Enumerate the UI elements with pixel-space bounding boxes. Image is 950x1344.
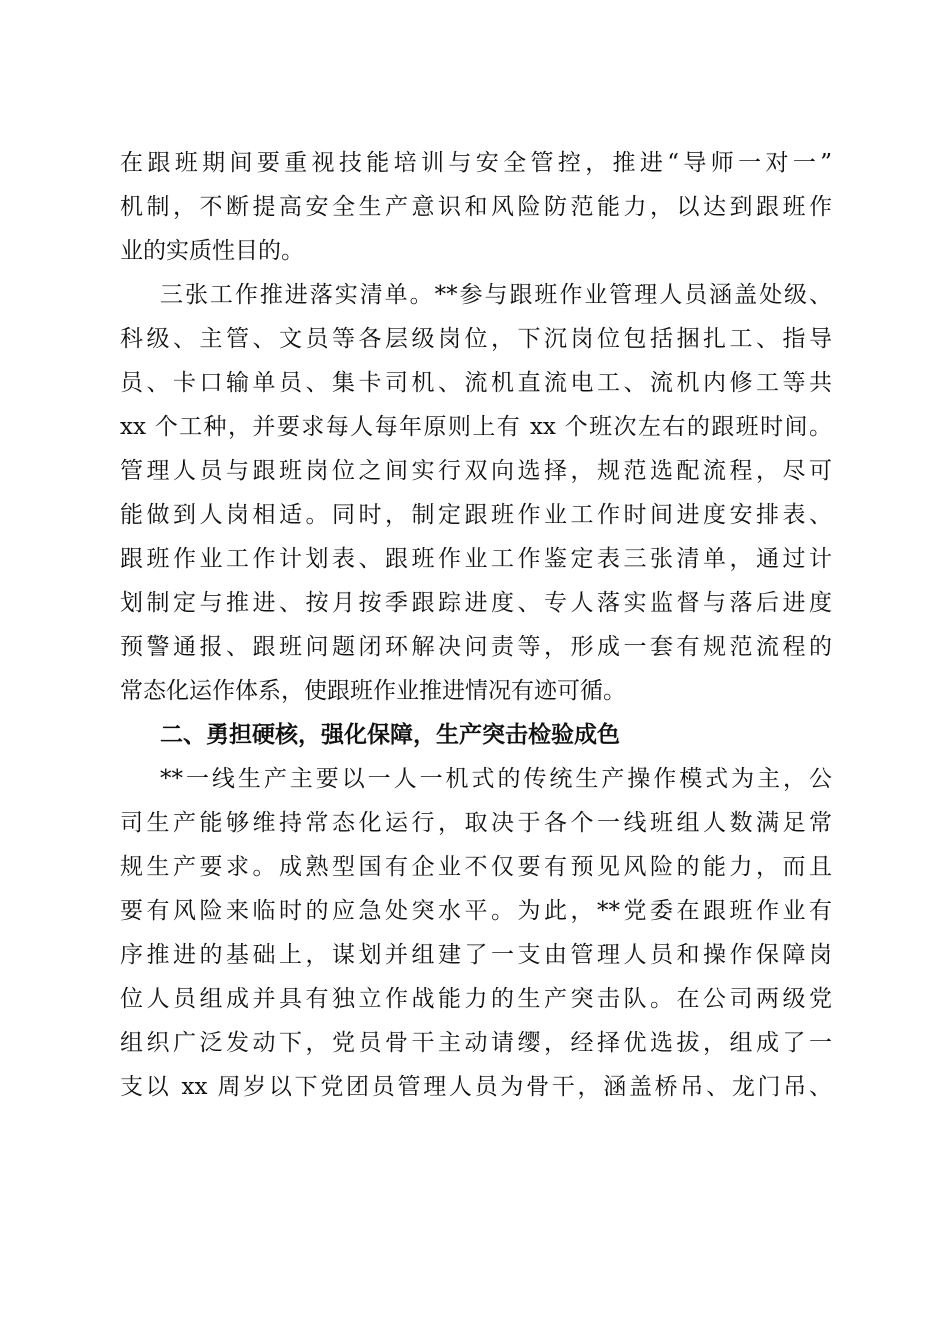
paragraph-line: 管理人员与跟班岗位之间实行双向选择，规范选配流程，尽可	[120, 458, 832, 484]
paragraph-line: 跟班作业工作计划表、跟班作业工作鉴定表三张清单，通过计	[120, 546, 832, 572]
paragraph-line: 支以 xx 周岁以下党团员管理人员为骨干，涵盖桥吊、龙门吊、	[120, 1074, 832, 1100]
paragraph-line: 员、卡口输单员、集卡司机、流机直流电工、流机内修工等共	[120, 370, 832, 396]
section-heading: 二、勇担硬核，强化保障，生产突击检验成色	[160, 722, 620, 748]
paragraph-line: 要有风险来临时的应急处突水平。为此，**党委在跟班作业有	[120, 898, 832, 924]
paragraph-line: 常态化运作体系，使跟班作业推进情况有迹可循。	[120, 678, 626, 704]
paragraph-line: 在跟班期间要重视技能培训与安全管控，推进“导师一对一”	[120, 150, 832, 176]
paragraph-line: xx 个工种，并要求每人每年原则上有 xx 个班次左右的跟班时间。	[120, 414, 832, 440]
paragraph-line: 机制，不断提高安全生产意识和风险防范能力，以达到跟班作	[120, 194, 832, 220]
paragraph-line: 序推进的基础上，谋划并组建了一支由管理人员和操作保障岗	[120, 942, 832, 968]
paragraph-line: 位人员组成并具有独立作战能力的生产突击队。在公司两级党	[120, 986, 832, 1012]
paragraph-line: 司生产能够维持常态化运行，取决于各个一线班组人数满足常	[120, 810, 832, 836]
paragraph-line: 划制定与推进、按月按季跟踪进度、专人落实监督与落后进度	[120, 590, 832, 616]
paragraph-line: 组织广泛发动下，党员骨干主动请缨，经择优选拔，组成了一	[120, 1030, 832, 1056]
paragraph-line: 三张工作推进落实清单。**参与跟班作业管理人员涵盖处级、	[160, 282, 832, 308]
paragraph-line: 科级、主管、文员等各层级岗位，下沉岗位包括捆扎工、指导	[120, 326, 832, 352]
paragraph-line: 能做到人岗相适。同时，制定跟班作业工作时间进度安排表、	[120, 502, 832, 528]
paragraph-line: 业的实质性目的。	[120, 238, 304, 264]
paragraph-line: 规生产要求。成熟型国有企业不仅要有预见风险的能力，而且	[120, 854, 832, 880]
paragraph-line: **一线生产主要以一人一机式的传统生产操作模式为主，公	[160, 766, 832, 792]
paragraph-line: 预警通报、跟班问题闭环解决问责等，形成一套有规范流程的	[120, 634, 832, 660]
